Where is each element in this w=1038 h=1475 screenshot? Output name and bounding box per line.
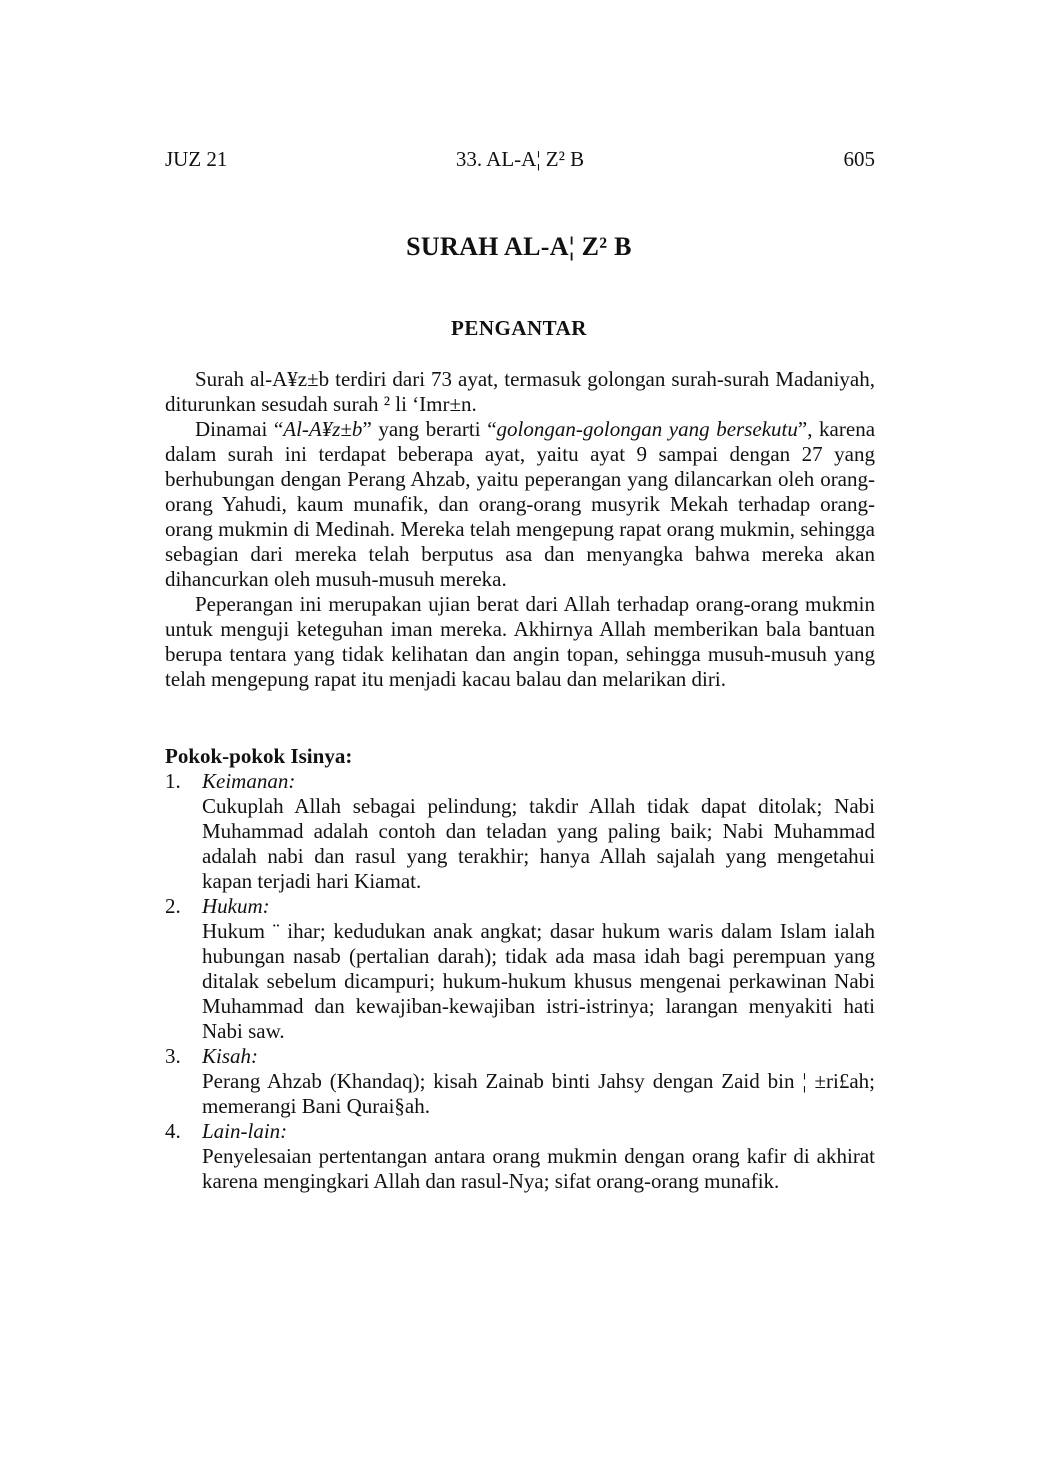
item-title: Keimanan: (202, 769, 296, 793)
item-number: 2. (165, 894, 181, 918)
intro-paragraph-2 (165, 417, 875, 592)
page-title: SURAH AL-A¦ Z² B (406, 232, 632, 261)
item-text: Perang Ahzab (Khandaq); kisah Zainab binti Jahsy dengan Zaid bin ¦ ±ri£ah; memerangi Bani Qurai§ah. (202, 1069, 875, 1118)
page-number: 605 (843, 147, 875, 171)
intro-paragraph-1: Surah al-A¥z±b terdiri dari 73 ayat, termasuk golongan surah-surah Madaniyah, diturunkan sesudah surah ² li ‘Imr±n. (165, 367, 875, 416)
meaning-italic: golongan-golongan yang bersekutu (496, 417, 798, 441)
item-title: Lain-lain: (202, 1119, 288, 1143)
item-text: Hukum ¨ ihar; kedudukan anak angkat; dasar hukum waris dalam Islam ialah hubungan nasab (pertalian darah); tidak ada masa idah bagi perempuan yang ditalak sebelum dicampuri; hukum-hukum khusus mengenai perkawinan Nabi Muhammad dan kewajiban-kewajiban istri-istrinya; larangan menyakiti hati Nabi saw. (202, 919, 875, 1043)
text-run: ”, karena dalam surah ini terdapat beberapa ayat, yaitu ayat 9 sampai dengan 27 yang berhubungan dengan Perang Ahzab, yaitu peperangan yang dilancarkan oleh orang-orang Yahudi, kaum munafik, dan orang-orang musyrik Mekah terhadap orang-orang mukmin di Medinah. Mereka telah mengepung rapat orang mukmin, sehingga sebagian dari mereka telah berputus asa dan menyangka bahwa mereka akan dihancurkan oleh musuh-musuh mereka. (165, 417, 876, 591)
list-item (165, 1044, 875, 1119)
item-text: Cukuplah Allah sebagai pelindung; takdir Allah tidak dapat ditolak; Nabi Muhammad adalah contoh dan teladan yang paling baik; Nabi Muhammad adalah nabi dan rasul yang terakhir; hanya Allah sajalah yang mengetahui kapan terjadi hari Kiamat. (202, 794, 875, 893)
intro-paragraph-3: Peperangan ini merupakan ujian berat dari Allah terhadap orang-orang mukmin untuk menguji keteguhan iman mereka. Akhirnya Allah memberikan bala bantuan berupa tentara yang tidak kelihatan dan angin topan, sehingga musuh-musuh yang telah mengepung rapat itu menjadi kacau balau dan melarikan diri. (165, 592, 875, 691)
list-item (165, 1119, 875, 1194)
surah-name-italic: Al-A¥z±b (283, 417, 363, 441)
item-title: Hukum: (202, 894, 270, 918)
item-title: Kisah: (202, 1044, 259, 1068)
list-item (165, 769, 875, 894)
text-run: ” yang berarti “ (362, 417, 497, 441)
text-run: Dinamai “ (195, 417, 284, 441)
contents-heading: Pokok-pokok Isinya: (165, 744, 353, 768)
item-text: Penyelesaian pertentangan antara orang mukmin dengan orang kafir di akhirat karena mengingkari Allah dan rasul-Nya; sifat orang-orang munafik. (202, 1144, 875, 1193)
running-header (165, 147, 875, 173)
juz-label: JUZ 21 (165, 147, 228, 171)
contents-list (165, 769, 875, 1194)
intro-body (165, 367, 875, 692)
item-number: 4. (165, 1119, 181, 1143)
section-title: PENGANTAR (451, 316, 587, 340)
list-item (165, 894, 875, 1044)
chapter-label: 33. AL-A¦ Z² B (455, 147, 585, 171)
item-number: 3. (165, 1044, 181, 1068)
item-number: 1. (165, 769, 181, 793)
